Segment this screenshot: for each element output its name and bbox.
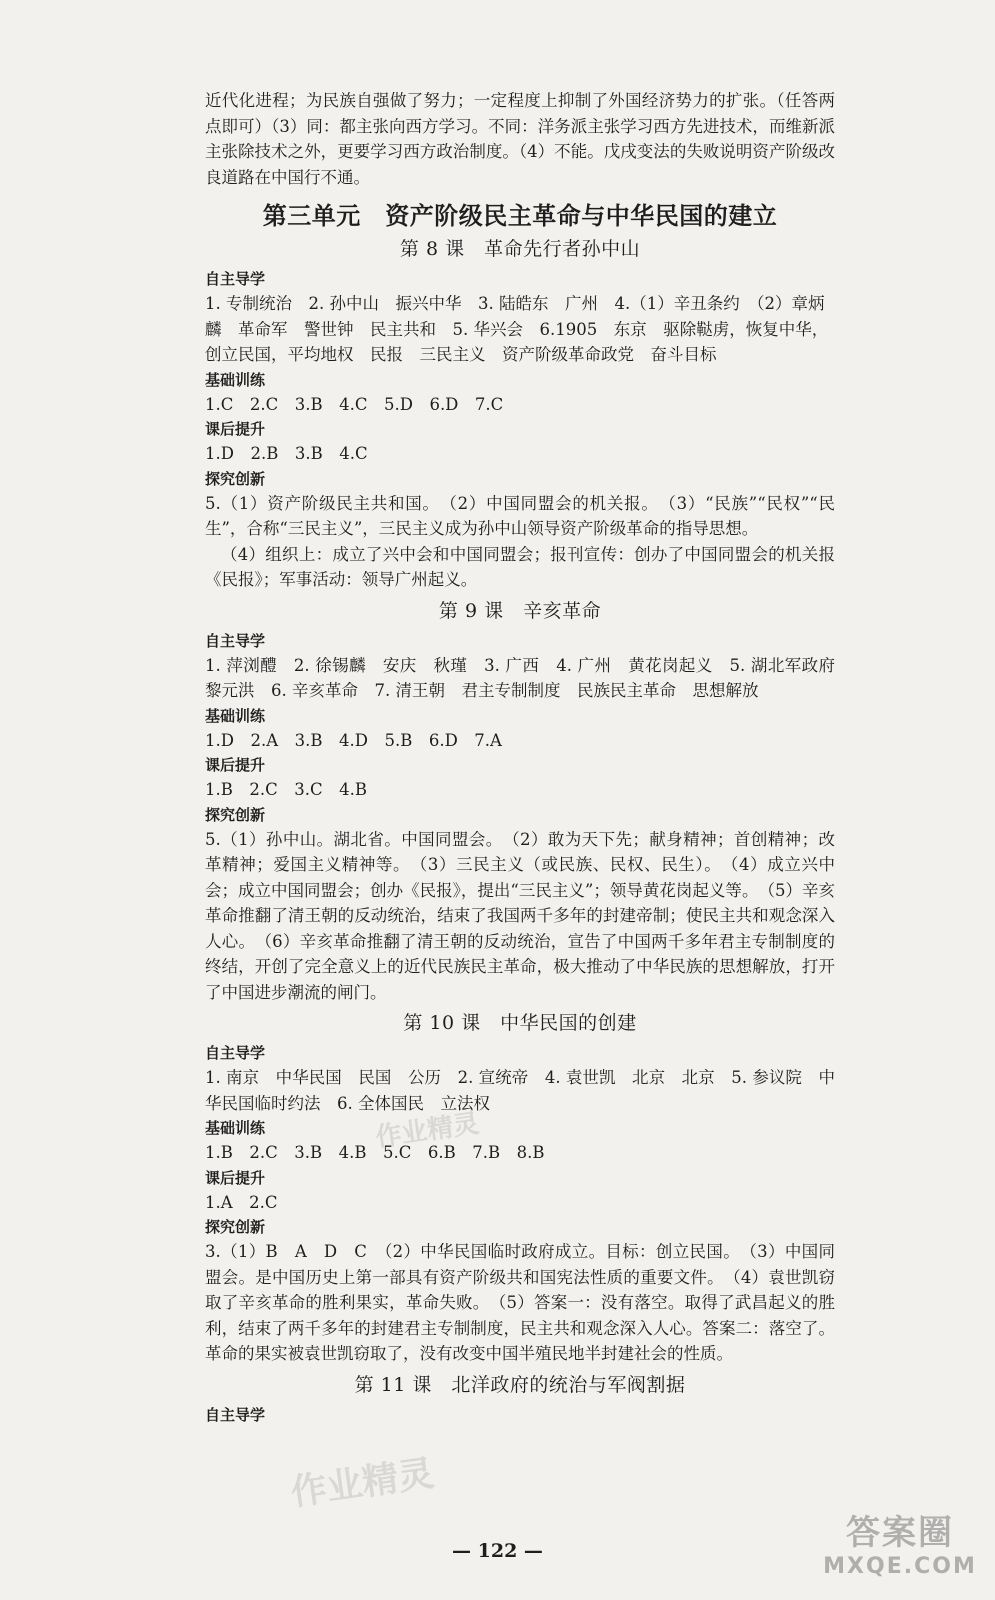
corner-logo-url: MXQE.COM <box>823 1554 977 1579</box>
section-answers: 1. 萍浏醴 2. 徐锡麟 安庆 秋瑾 3. 广西 4. 广州 黄花岗起义 5. 湖北军政府 黎元洪 6. 辛亥革命 7. 清王朝 君主专制制度 民族民主革命 思想解放 <box>205 655 852 700</box>
section-label: 课后提升 <box>205 1168 266 1187</box>
section-answers: 1.C 2.C 3.B 4.C 5.D 6.D 7.C <box>205 394 504 414</box>
section-label: 基础训练 <box>205 706 266 725</box>
lesson-11 <box>205 1370 835 1427</box>
section-label: 自主导学 <box>205 631 266 650</box>
page-number: — 122 — <box>452 1540 543 1562</box>
section-label: 自主导学 <box>205 1044 266 1062</box>
section-answers: 5.（1）孙中山。湖北省。中国同盟会。 （2）敢为天下先；献身精神；首创精神；改革精神；爱国主义精神等。 （3）三民主义（或民族、民权、民生）。 （4）成立兴中会；成立中国同盟会；创办《民报》，提出“三民主义”；领导黄花岗起义等。 （5）辛亥革命推翻了清王朝的反动统治，结束了我国两千多年的封建帝制；使民主共和观念深入人心。 （6）辛亥革命推翻了清王朝的反动统治，宣告了中国两千多年君主专制制度的终结，开创了完全意义上的近代民族民主革命，极大推动了中华民族的思想解放，打开了中国进步潮流的闸门。 <box>205 829 835 1002</box>
lesson-9-title: 第 9 课 辛亥革命 <box>438 599 602 622</box>
lesson-10-title: 第 10 课 中华民国的创建 <box>403 1012 637 1034</box>
section-label: 自主导学 <box>205 1405 266 1424</box>
watermark-text: 作业精灵 <box>373 1108 481 1154</box>
section-answers: 1.B 2.C 3.B 4.B 5.C 6.B 7.B 8.B <box>205 1143 545 1162</box>
lesson-8-title: 第 8 课 革命先行者孙中山 <box>399 238 641 260</box>
section-answers: 1.B 2.C 3.C 4.B <box>205 780 367 799</box>
section-label: 基础训练 <box>205 1119 266 1137</box>
section-answers: 1.A 2.C <box>205 1192 278 1212</box>
corner-watermark-logo <box>815 1512 985 1592</box>
lesson-8 <box>205 234 835 593</box>
section-label: 探究创新 <box>205 469 266 488</box>
section-answers: 5.（1）资产阶级民主共和国。 （2）中国同盟会的机关报。 （3）“民族”“民权”“民生”，合称“三民主义”，三民主义成为孙中山领导资产阶级革命的指导思想。 <box>205 493 835 538</box>
section-answers: 1. 南京 中华民国 民国 公历 2. 宣统帝 4. 袁世凯 北京 北京 5. 参议院 中华民国临时约法 6. 全体国民 立法权 <box>205 1068 835 1113</box>
lesson-11-title: 第 11 课 北洋政府的统治与军阀割据 <box>354 1373 686 1396</box>
section-answers: （4）组织上：成立了兴中会和中国同盟会；报刊宣传：创办了中国同盟会的机关报《民报》；军事活动：领导广州起义。 <box>205 544 835 589</box>
section-answers: 1. 专制统治 2. 孙中山 振兴中华 3. 陆皓东 广州 4.（1）辛丑条约 （2）章炳麟 革命军 警世钟 民主共和 5. 华兴会 6.1905 东京 驱除鞑虏，恢复中华，创立民国，平均地权 民报 三民主义 资产阶级革命政党 奋斗目标 <box>205 294 829 364</box>
watermark-text: 作业精灵 <box>288 1453 437 1514</box>
section-answers: 1.D 2.B 3.B 4.C <box>205 444 368 463</box>
section-label: 课后提升 <box>205 420 266 438</box>
unit-title: 第三单元 资产阶级民主革命与中华民国的建立 <box>262 202 778 230</box>
section-label: 基础训练 <box>205 370 266 389</box>
section-answers: 3.（1）B A D C （2）中华民国临时政府成立。目标：创立民国。 （3）中国同盟会。是中国历史上第一部具有资产阶级共和国宪法性质的重要文件。 （4）袁世凯窃取了辛亥革命的胜利果实，革命失败。 （5）答案一：没有落空。取得了武昌起义的胜利，结束了两千多年的封建君主专制制度，民主共和观念深入人心。答案二：落空了。革命的果实被袁世凯窃取了，没有改变中国半殖民地半封建社会的性质。 <box>205 1242 835 1363</box>
lesson-9 <box>205 596 852 1006</box>
section-label: 自主导学 <box>205 270 266 288</box>
section-label: 课后提升 <box>205 756 266 774</box>
section-label: 探究创新 <box>205 805 266 824</box>
section-label: 探究创新 <box>205 1218 266 1236</box>
lesson-10 <box>205 1008 835 1367</box>
corner-logo-text: 答案圈 <box>846 1513 954 1553</box>
intro-paragraph: 近代化进程；为民族自强做了努力；一定程度上抑制了外国经济势力的扩张。（任答两点即可）（3）同：都主张向西方学习。不同：洋务派主张学习西方先进技术，而维新派主张除技术之外，更要学习西方政治制度。（4）不能。戊戌变法的失败说明资产阶级改良道路在中国行不通。 <box>205 91 835 187</box>
section-answers: 1.D 2.A 3.B 4.D 5.B 6.D 7.A <box>205 730 502 750</box>
page-content <box>205 88 852 1427</box>
